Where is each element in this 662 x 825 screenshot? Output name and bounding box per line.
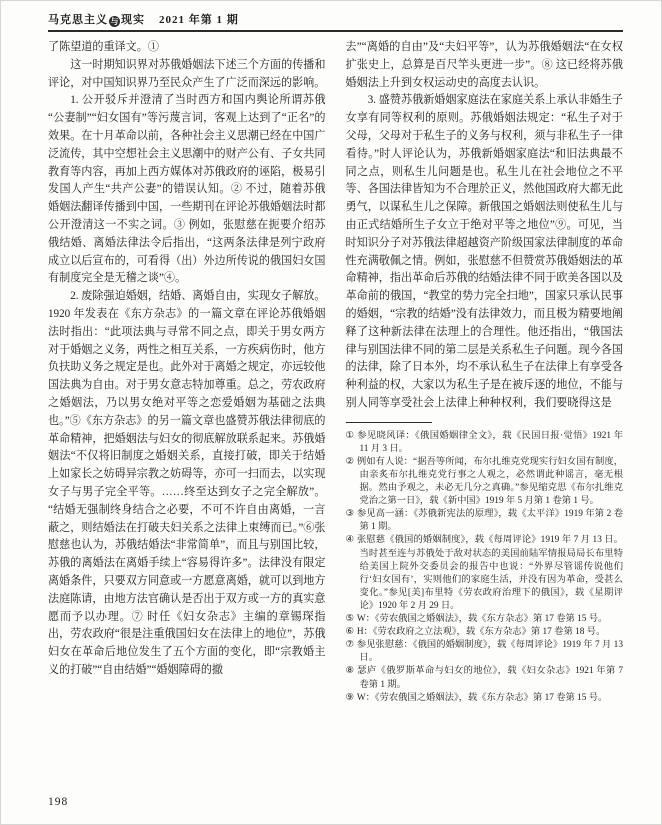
footnote-text: 参见晓风译：《俄国婚姻律全文》，载《民国日报·觉悟》1921 年 11 月 3 日。	[357, 430, 623, 454]
issue-label: 2021 年第 1 期	[159, 14, 239, 26]
footnote-marker: ⑨	[345, 692, 354, 703]
footnote-item	[346, 456, 624, 508]
page-number: 198	[48, 796, 69, 808]
footnote-text: 瑟庐《俄罗斯革命与妇女的地位》，载《妇女杂志》1921 年第 7 卷第 1 期。	[357, 666, 623, 690]
paragraph: 去”“离婚的自由”及“夫妇平等”，认为苏俄婚姻法“在女权扩张史上，总算是百尺竿头更进一步”。⑧ 这已经将苏俄婚姻法上升到女权运动史的高度去认识。	[345, 41, 623, 89]
journal-header	[48, 11, 623, 32]
journal-title-right: 现实	[121, 14, 145, 26]
footnote-marker: ③	[345, 509, 354, 520]
footnote-text: 例如有人说：“据吾等所闻，布尔扎维克党现实行妇女国有制度，由亲炙布尔扎维克党行事之人观之，必然谓此种谣言，毫无根据。然由予观之，未必无几分之真确。”参见缩克思《布尔扎维克党治之第一日》，载《新中国》1919 年 5 月第 1 卷第 1 号。	[356, 456, 623, 507]
footnote-marker: ⑧	[345, 666, 355, 677]
footnote-marker: ①	[345, 430, 355, 441]
journal-logo-icon: 与	[110, 17, 119, 26]
footnote-text: 参见高一涵：《苏俄新宪法的原理》，载《太平洋》1919 年第 2 卷第 1 期。	[356, 509, 623, 533]
paragraph: 这一时期知识界对苏俄婚姻法下述三个方面的传播和评论，对中国知识界乃至民众产生了广泛而深远的影响。	[48, 58, 326, 89]
footnote-marker: ④	[345, 535, 354, 546]
paragraph: 1. 公开驳斥并澄清了当时西方和国内舆论所谓苏俄“公妻制”“妇女国有”等污蔑言词，客观上达到了“正名”的效果。在十月革命以前，各种社会主义思潮已经在中国广泛流传，其中空想社会主义思潮中的财产公有、子女共同教育等内容，再加上西方媒体对苏俄政府的诬陷，极易引发国人产生“共产公妻”的错误认知。② 不过，随着苏俄婚姻法翻译传播到中国，一些期刊在评论苏俄婚姻法时都公开澄清这一不实之词。③ 例如，张慰慈在扼要介绍苏俄结婚、离婚法律法令后指出，“这两条法律是列宁政府成立以后宣布的，可看得（出）外边所传说的俄国妇女国有制度完全是无稽之谈”④。	[48, 94, 326, 285]
footnote-marker: ⑦	[345, 640, 354, 651]
footnote-text: 张慰慈《俄国的婚姻制度》，载《每周评论》1919 年 7 月 13 日。当时甚至连与苏俄处于敌对状态的美国前陆军情报局局长布里特给美国上院外交委员会的报告中也说：“外界尽管谣传说他们行‘妇女国有’，实则他们的家庭生活，并没有因为革命，受甚么变化。”参见[美]布里特《劳农政府治理下的俄国》，载《星期评论》1920 年 2 月 29 日。	[356, 535, 623, 611]
footnote-text: 参见张慰慈：《俄国的婚姻制度》，载《每周评论》1919 年 7 月 13 日。	[356, 640, 623, 664]
right-column-text	[346, 39, 624, 413]
footnote-marker: ⑤	[345, 614, 354, 625]
journal-title-left: 马克思主义	[48, 14, 108, 26]
footnote-divider	[346, 422, 432, 423]
footnote-item	[346, 534, 624, 613]
footnote-marker: ⑥	[345, 627, 354, 638]
footnote-item	[346, 639, 624, 665]
footnote-text: H：《劳农政府之立法观》，载《东方杂志》第 17 卷第 18 号。	[356, 627, 606, 638]
paragraph: 了陈望道的重译文。①	[48, 41, 159, 53]
footnote-text: W：《劳农俄国之婚姻法》，载《东方杂志》第 17 卷第 15 号。	[356, 614, 608, 625]
footnote-marker: ②	[345, 456, 354, 467]
paragraph: 2. 废除强迫婚姻，结婚、离婚自由，实现女子解放。1920 年发表在《东方杂志》的一篇文章在评论苏俄婚姻法时指出：“此项法典与寻常不同之点，即关于男女两方对于婚姻之义务，两性之相互关系，一方疾病伤时，他方负扶助义务之规定是也。此外对于离婚之规定，亦远较他国法典为自由。对于男女意志特加尊重。总之，劳农政府之婚姻法，乃以男女绝对平等之恋爱婚姻为基础之法典也。”⑤《东方杂志》的另一篇文章也盛赞苏俄法律彻底的革命精神，把婚姻法与妇女的彻底解放联系起来。苏俄婚姻法“不仅将旧制度之婚姻关系，直接打破，即关于结婚上如家长之妨碍异宗教之妨碍等，亦可一扫而去，以实现女子与男子完全平等。……终至达到女子之完全解放”。“结婚无强制终身结合之必要，不可不许自由离婚，一言蔽之，则结婚法在打破夫妇关系之法律上束缚而已。”⑥张慰慈也认为，苏俄结婚法“非常简单”，而且与别国比较，苏俄的离婚法在离婚手续上“容易得许多”。法律没有限定离婚条件，只要双方同意或一方愿意离婚，就可以到地方法庭陈请，由地方法官确认是否出于双方或一方的真实意愿而予以办理。⑦ 时任《妇女杂志》主编的章锡琛指出，劳农政府“很是注重俄国妇女在法律上的地位”，苏俄妇女在革命后地位发生了五个方面的变化，即“宗教婚主义的打破”“自由结婚”“婚姻障碍的撤	[48, 290, 326, 676]
paragraph: 3. 盛赞苏俄新婚姻家庭法在家庭关系上承认非婚生子女享有同等权利的原则。苏俄婚姻法规定：“私生子对于父母，父母对于私生子的义务与权利，须与非私生子一律看待。”时人评论认为，苏俄新婚姻家庭法“和旧法典最不同之点，则私生儿问题是也。私生儿在社会地位之不平等、各国法律皆知为不合理於正义，然他国政府大都无此勇气，以谋私生儿之保障。新俄国之婚姻法则使私生儿与由正式结婚所生子女立于绝对平等之地位”⑨。可见，当时知识分子对苏俄法律超越资产阶级国家法律制度的革命性充满敬佩之情。例如，张慰慈不但赞赏苏俄婚姻法的革命精神，指出革命后苏俄的结婚法律不同于欧美各国以及革命前的俄国，“教堂的势力完全扫地”，国家只承认民事的婚姻，“宗教的结婚”没有法律效力，而且极为精要地阐释了这种新法律在法理上的合理性。他还指出，“俄国法律与别国法律不同的第二层是关系私生子问题。现今各国的法律，除了日本外，均不承认私生子在法律上有享受各种利益的权，大家以为私生子是在被斥逐的地位，不能与别人同等享受社会上法律上种种权利，我们要晓得这是	[345, 94, 623, 409]
footnote-item	[346, 692, 624, 705]
footnotes	[346, 430, 624, 705]
right-column	[346, 39, 624, 784]
left-column	[48, 39, 326, 784]
text-columns	[48, 39, 623, 784]
footnote-text: W：《劳农俄国之婚姻法》，载《东方杂志》第 17 卷第 15 号。	[356, 692, 608, 703]
footnote-item	[346, 665, 624, 691]
footnote-item	[346, 626, 624, 639]
footnote-item	[346, 508, 624, 534]
footnote-item	[346, 430, 624, 456]
footnote-item	[346, 613, 624, 626]
